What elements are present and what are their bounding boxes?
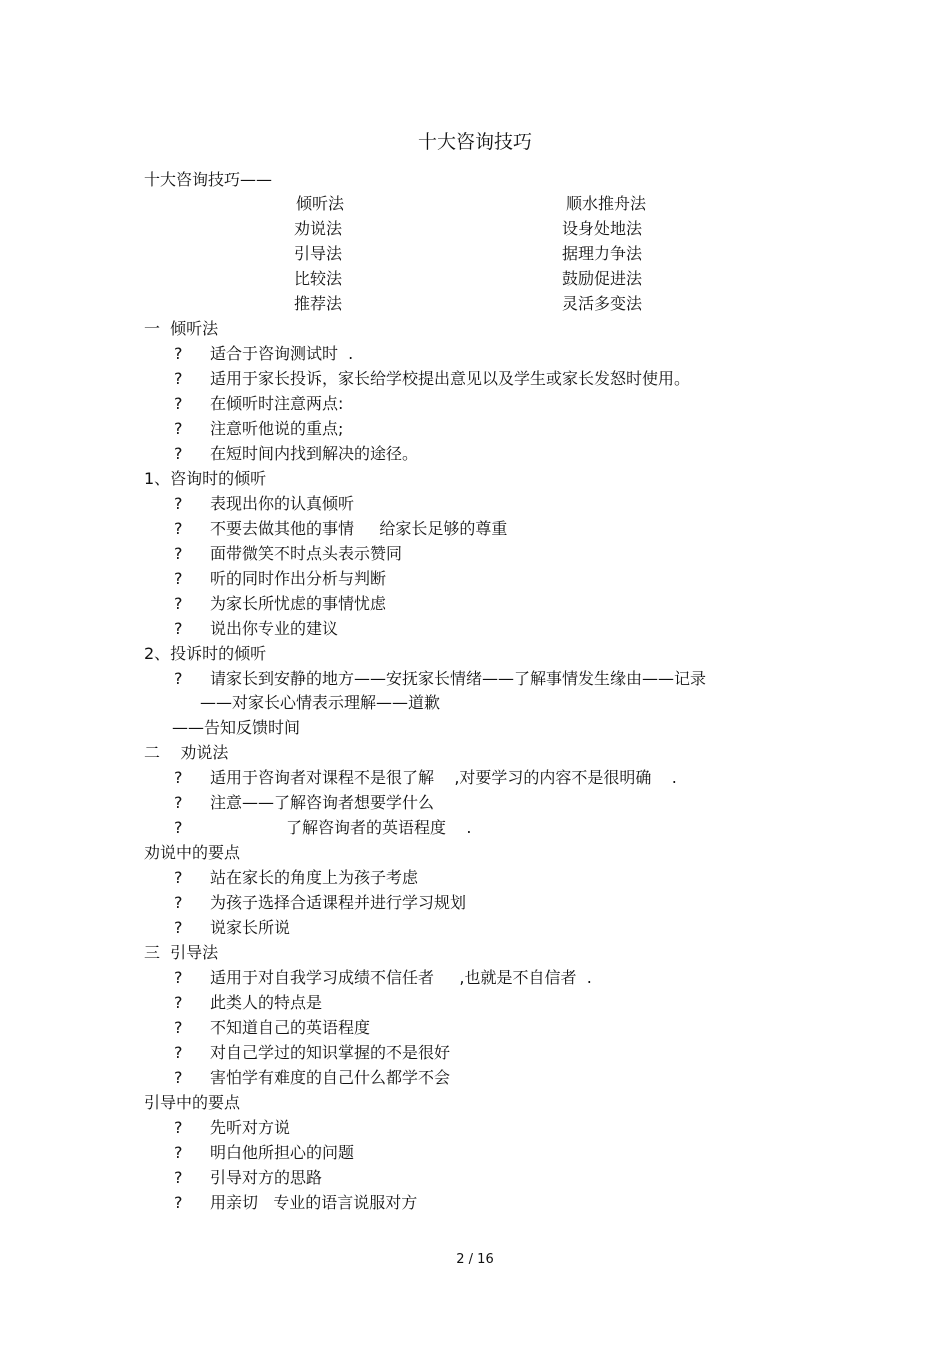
bullet-marker: ? (174, 419, 183, 438)
bullet-marker: ? (174, 519, 183, 538)
bullet-marker: ? (174, 918, 183, 937)
section-heading-persuasion: 二 劝说法 (144, 743, 229, 762)
list-item: 适合于咨询测试时 . (210, 344, 354, 363)
list-item: 站在家长的角度上为孩子考虑 (210, 868, 419, 887)
method-right-5: 灵活多变法 (562, 294, 643, 313)
bullet-marker: ? (174, 793, 183, 812)
bullet-marker: ? (174, 344, 183, 363)
list-item: 面带微笑不时点头表示赞同 (210, 544, 403, 563)
list-item: 为孩子选择合适课程并进行学习规划 (210, 893, 467, 912)
method-right-3: 据理力争法 (562, 244, 643, 263)
list-item: 对自己学过的知识掌握的不是很好 (210, 1043, 451, 1062)
bullet-marker: ? (174, 394, 183, 413)
bullet-marker: ? (174, 494, 183, 513)
list-item-continuation: ——对家长心情表示理解——道歉 (200, 693, 441, 712)
bullet-marker: ? (174, 369, 183, 388)
list-item: 在倾听时注意两点: (210, 394, 344, 413)
bullet-marker: ? (174, 893, 183, 912)
list-item: 请家长到安静的地方——安抚家长情绪——了解事情发生缘由——记录 (210, 669, 707, 688)
section-heading-listening: 一 倾听法 (144, 319, 219, 338)
list-item: 了解咨询者的英语程度 . (286, 818, 472, 837)
bullet-marker: ? (174, 594, 183, 613)
page-number: 2 / 16 (456, 1252, 494, 1267)
method-left-2: 劝说法 (294, 219, 343, 238)
bullet-marker: ? (174, 444, 183, 463)
bullet-marker: ? (174, 1068, 183, 1087)
bullet-marker: ? (174, 818, 183, 837)
bullet-marker: ? (174, 968, 183, 987)
method-left-3: 引导法 (294, 244, 343, 263)
method-left-1: 倾听法 (296, 194, 345, 213)
list-item: 听的同时作出分析与判断 (210, 569, 387, 588)
list-item: 用亲切 专业的语言说服对方 (210, 1193, 418, 1212)
list-item: 为家长所忧虑的事情忧虑 (210, 594, 387, 613)
bullet-marker: ? (174, 1043, 183, 1062)
subsection-heading-consult-listening: 1、咨询时的倾听 (144, 469, 267, 488)
bullet-marker: ? (174, 569, 183, 588)
method-left-4: 比较法 (294, 269, 343, 288)
bullet-marker: ? (174, 1168, 183, 1187)
method-left-5: 推荐法 (294, 294, 343, 313)
page-title: 十大咨询技巧 (417, 131, 532, 153)
list-item: 引导对方的思路 (210, 1168, 323, 1187)
list-item: 明白他所担心的问题 (210, 1143, 355, 1162)
list-item-continuation: ——告知反馈时间 (172, 718, 301, 737)
list-item: 不知道自己的英语程度 (210, 1018, 371, 1037)
bullet-marker: ? (174, 1143, 183, 1162)
points-heading-guidance: 引导中的要点 (144, 1093, 241, 1112)
list-item: 先听对方说 (210, 1118, 291, 1137)
bullet-marker: ? (174, 544, 183, 563)
list-item: 适用于家长投诉，家长给学校提出意见以及学生或家长发怒时使用。 (210, 369, 691, 388)
bullet-marker: ? (174, 868, 183, 887)
bullet-marker: ? (174, 993, 183, 1012)
bullet-marker: ? (174, 1118, 183, 1137)
intro-line: 十大咨询技巧—— (144, 170, 273, 189)
list-item: 说家长所说 (210, 918, 291, 937)
list-item: 此类人的特点是 (210, 993, 323, 1012)
bullet-marker: ? (174, 669, 183, 688)
section-heading-guidance: 三 引导法 (144, 943, 219, 962)
method-right-2: 设身处地法 (562, 219, 643, 238)
bullet-marker: ? (174, 619, 183, 638)
list-item: 适用于咨询者对课程不是很了解 ,对要学习的内容不是很明确 . (210, 768, 677, 787)
bullet-marker: ? (174, 768, 183, 787)
list-item: 适用于对自我学习成绩不信任者 ,也就是不自信者 . (210, 968, 592, 987)
list-item: 注意——了解咨询者想要学什么 (210, 793, 435, 812)
method-right-1: 顺水推舟法 (566, 194, 647, 213)
points-heading-persuasion: 劝说中的要点 (144, 843, 241, 862)
subsection-heading-complaint-listening: 2、投诉时的倾听 (144, 644, 267, 663)
list-item: 注意听他说的重点; (210, 419, 344, 438)
list-item: 表现出你的认真倾听 (210, 494, 355, 513)
list-item: 不要去做其他的事情 给家长足够的尊重 (210, 519, 508, 538)
list-item: 说出你专业的建议 (210, 619, 339, 638)
list-item: 在短时间内找到解决的途径。 (210, 444, 419, 463)
bullet-marker: ? (174, 1018, 183, 1037)
list-item: 害怕学有难度的自己什么都学不会 (210, 1068, 451, 1087)
method-right-4: 鼓励促进法 (562, 269, 643, 288)
bullet-marker: ? (174, 1193, 183, 1212)
